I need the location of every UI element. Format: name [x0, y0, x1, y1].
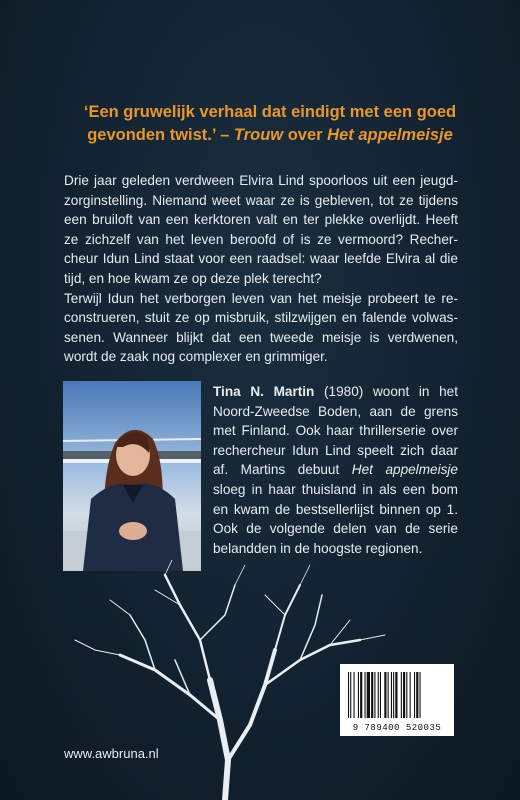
- bio-text-2: sloeg in haar thuisland in als een bom en kwam de bestsellerlijst binnen op 1. Ook de volgende delen van de serie belandden in de hoogste regionen.: [213, 481, 458, 556]
- quote-source: Trouw: [233, 126, 284, 144]
- quote-text: ‘Een gruwelijk verhaal dat eindigt met een goed gevonden twist.’: [83, 103, 457, 144]
- isbn-barcode: [340, 664, 454, 736]
- author-name: Tina N. Martin: [213, 384, 315, 399]
- author-photo: [63, 381, 201, 571]
- quote-book-title: Het appelmeisje: [327, 126, 453, 144]
- author-bio: [213, 382, 458, 558]
- review-quote: [70, 101, 470, 147]
- blurb-paragraph-2: Terwijl Idun het verborgen leven van het meisje probeert te reconstrueren, stuit ze op misbruik, stilzwijgen en falende volwassenen. Wanneer blijkt dat een tweede meisje is verdwenen, wordt de zaak nog complexer en grimmiger.: [64, 290, 458, 365]
- barcode-bars: [340, 664, 454, 720]
- quote-over: over: [283, 126, 328, 144]
- book-blurb: [64, 171, 458, 367]
- bio-book-title: Het appelmeisje: [351, 462, 458, 478]
- bio-text-1: (1980) woont in het Noord-Zweedse Boden, aan de grens met Finland. Ook haar thrillerserie over rechercheur Idun Lind speelt zich daar af. Martins debuut: [213, 384, 458, 478]
- publisher-website: www.awbruna.nl: [64, 746, 159, 761]
- blurb-paragraph-1: Drie jaar geleden verdween Elvira Lind spoorloos uit een jeugdzorginstelling. Niemand weet waar ze is gebleven, tot ze tijdens een bruiloft van een kerktoren valt en ter plekke overlijdt. Heeft ze zichzelf van het leven beroofd of is ze vermoord? Rechercheur Idun Lind staat voor een raadsel: waar leefde Elvira al die tijd, en hoe kwam ze op deze plek terecht?: [64, 173, 458, 286]
- quote-dash: –: [215, 126, 234, 144]
- barcode-digits: 9 789400 520035: [352, 723, 442, 733]
